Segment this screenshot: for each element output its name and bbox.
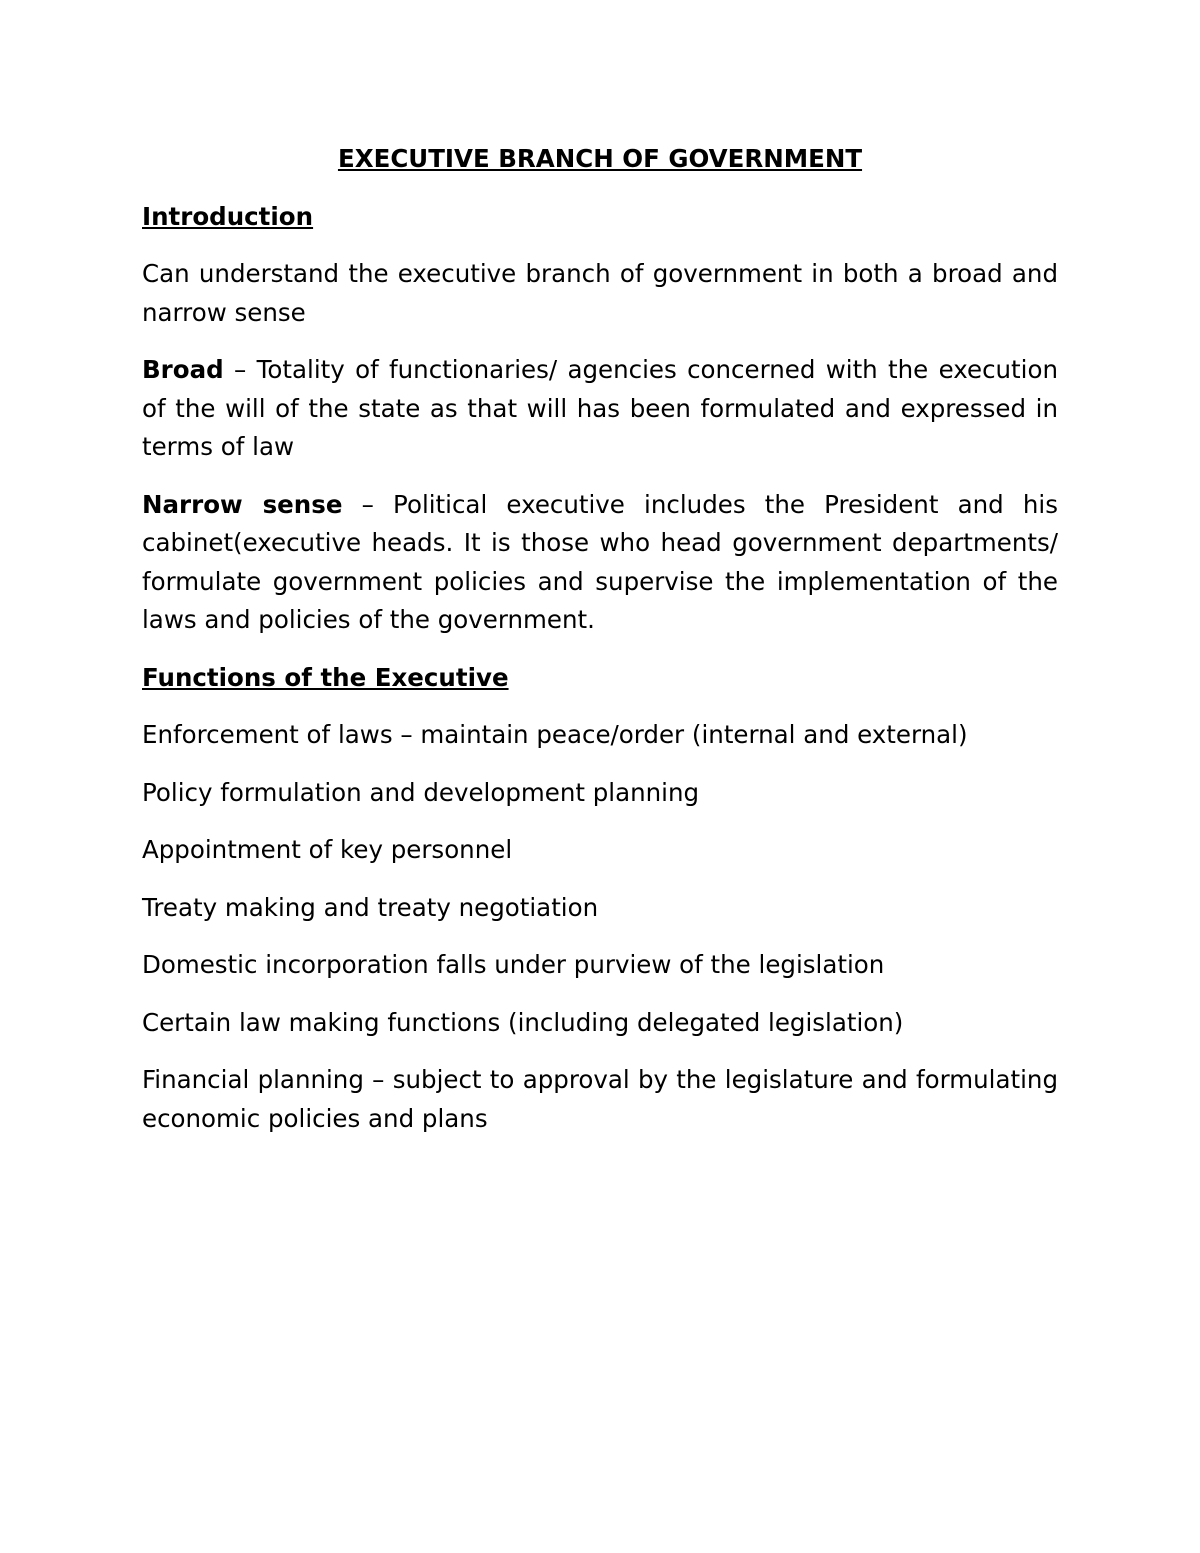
narrow-definition-paragraph bbox=[142, 486, 1058, 640]
broad-definition-text: – Totality of functionaries/ agencies concerned with the execution of the will of the state as that will has been formulated and expressed in terms of law bbox=[142, 355, 1058, 461]
function-item: Certain law making functions (including delegated legislation) bbox=[142, 1007, 904, 1037]
function-item: Domestic incorporation falls under purview of the legislation bbox=[142, 950, 885, 979]
introduction-heading: Introduction bbox=[142, 201, 314, 231]
broad-term: Broad bbox=[142, 355, 224, 384]
function-item: Treaty making and treaty negotiation bbox=[142, 892, 599, 922]
narrow-term: Narrow sense bbox=[142, 489, 343, 519]
narrow-definition-text: – Political executive includes the President and his cabinet(executive heads. It is those who head government departments/ formulate government policies and supervise the implementation of the laws and policies of the government. bbox=[142, 489, 1058, 634]
function-item: Financial planning – subject to approval by the legislature and formulating economic policies and plans bbox=[142, 1065, 1058, 1133]
introduction-paragraph: Can understand the executive branch of government in both a broad and narrow sense bbox=[142, 259, 1058, 327]
function-item: Appointment of key personnel bbox=[142, 835, 513, 864]
functions-list bbox=[142, 716, 1058, 1138]
document-title: EXECUTIVE BRANCH OF GOVERNMENT bbox=[337, 144, 863, 173]
document-page bbox=[142, 140, 1058, 1157]
broad-definition-paragraph bbox=[142, 351, 1058, 467]
function-item: Enforcement of laws – maintain peace/order (internal and external) bbox=[142, 720, 968, 749]
function-item: Policy formulation and development planning bbox=[142, 777, 700, 807]
functions-heading: Functions of the Executive bbox=[142, 662, 509, 692]
